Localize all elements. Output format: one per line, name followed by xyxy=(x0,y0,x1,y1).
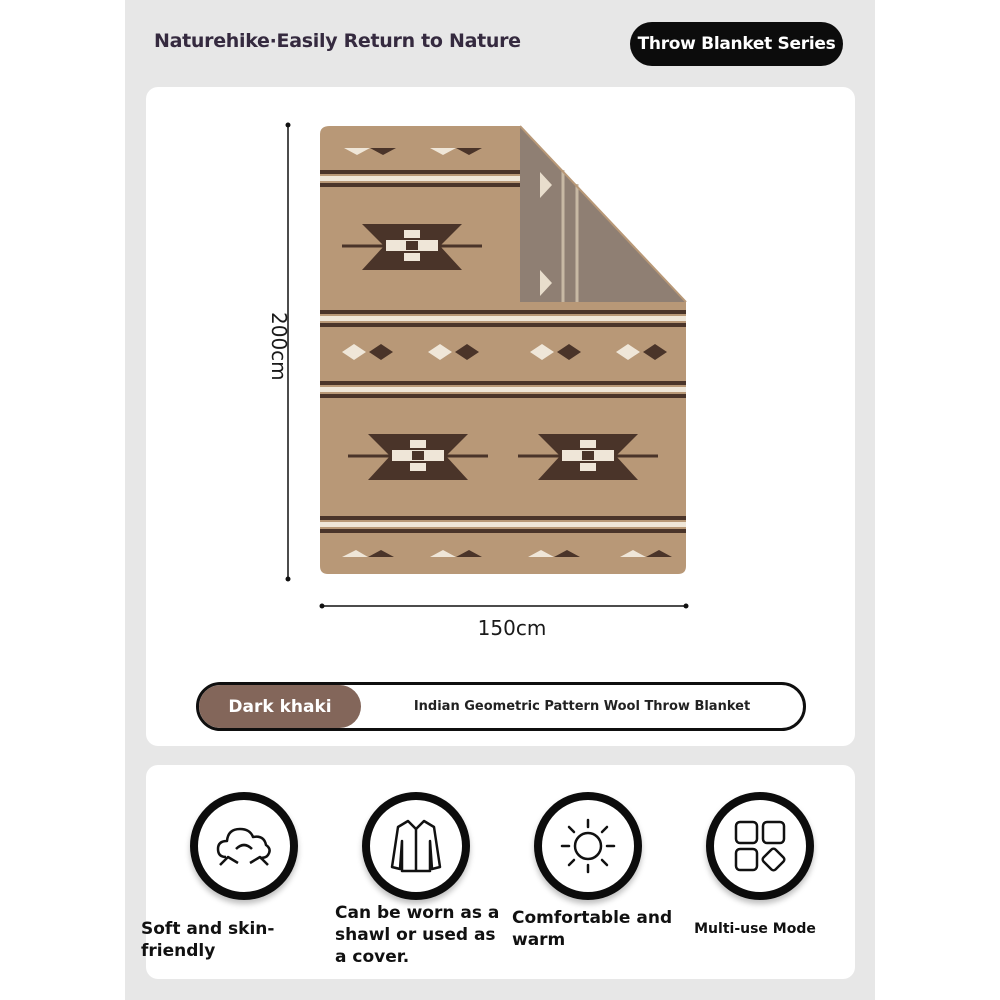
color-selector xyxy=(196,682,806,731)
width-dimension: 150cm xyxy=(477,616,547,640)
cloud-icon xyxy=(214,821,274,871)
feature-soft-label: Soft and skin-friendly xyxy=(141,919,275,961)
product-name: Indian Geometric Pattern Wool Throw Blanket xyxy=(413,699,751,714)
feature-warm xyxy=(534,792,642,900)
grid-icon xyxy=(732,818,788,874)
sun-icon xyxy=(559,817,617,875)
feature-shawl-label: Can be worn as a shawl or used as a cover. xyxy=(335,903,500,967)
brand-title: Naturehike·Easily Return to Nature xyxy=(154,30,521,52)
jacket-icon xyxy=(388,817,444,875)
feature-shawl xyxy=(362,792,470,900)
feature-multiuse xyxy=(706,792,814,900)
feature-multiuse-label: Multi-use Mode xyxy=(694,921,816,937)
feature-warm-label: Comfortable and warm xyxy=(512,908,673,950)
height-dimension: 200cm xyxy=(267,312,291,381)
feature-soft xyxy=(190,792,298,900)
series-badge: Throw Blanket Series xyxy=(630,22,843,66)
color-option-dark-khaki[interactable]: Dark khaki xyxy=(199,685,361,728)
